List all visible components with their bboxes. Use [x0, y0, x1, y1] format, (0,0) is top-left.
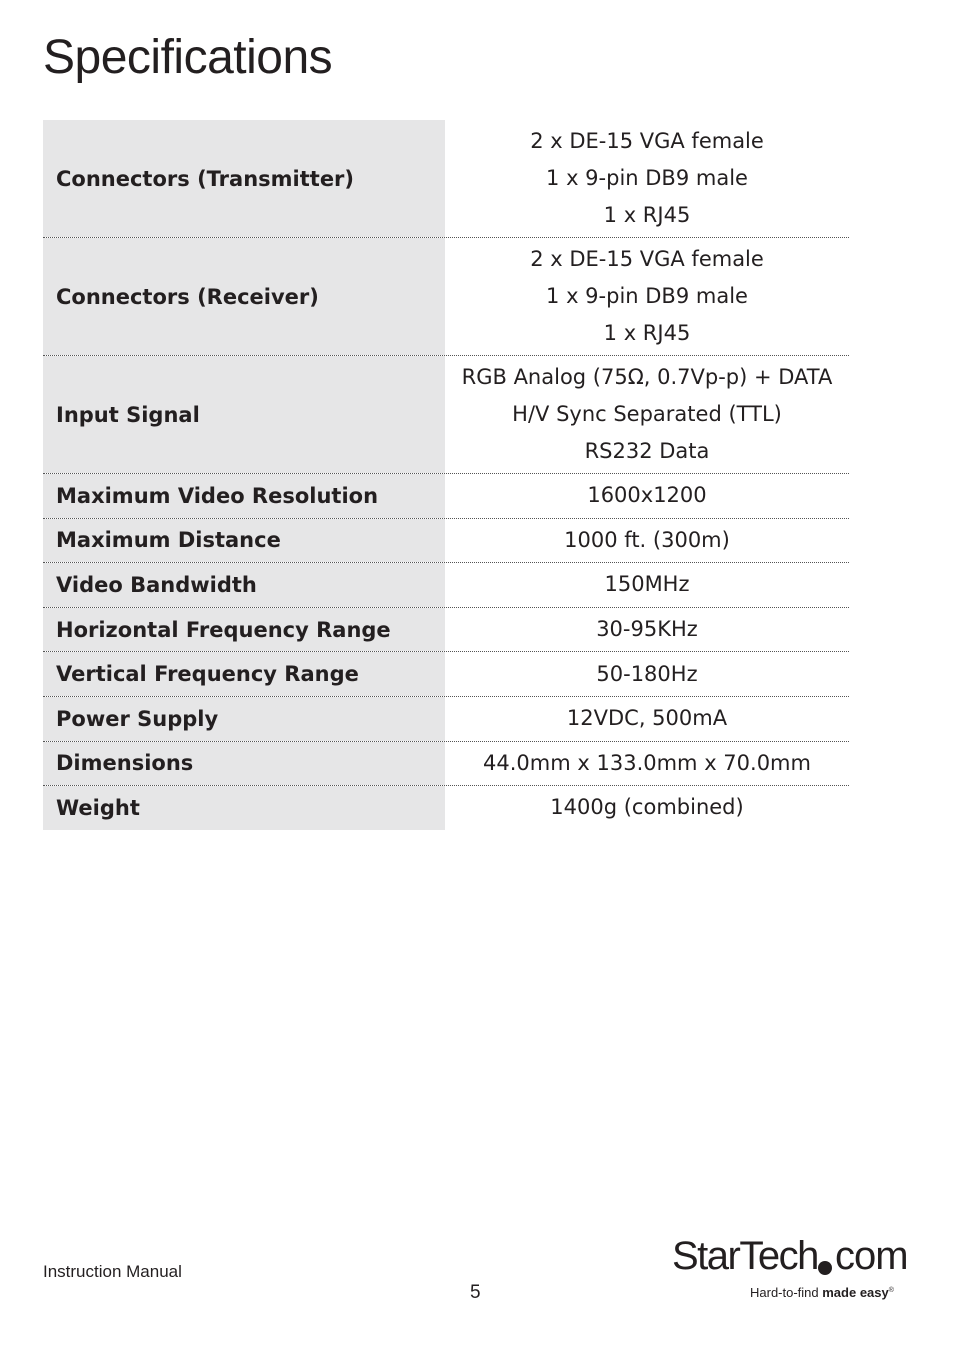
spec-value-line: 1400g (combined)	[550, 795, 744, 820]
footer-label: Instruction Manual	[43, 1262, 182, 1281]
spec-label: Connectors (Receiver)	[43, 238, 445, 355]
spec-label: Maximum Distance	[43, 519, 445, 563]
table-row	[43, 238, 849, 356]
spec-label: Power Supply	[43, 697, 445, 741]
spec-label: Horizontal Frequency Range	[43, 608, 445, 652]
startech-logo	[672, 1228, 912, 1308]
table-row	[43, 120, 849, 238]
spec-value-line: 1 x 9-pin DB9 male	[546, 284, 748, 308]
spec-label: Dimensions	[43, 742, 445, 786]
spec-value	[445, 652, 849, 696]
logo-dot-icon	[818, 1261, 832, 1275]
spec-value-line: 150MHz	[604, 572, 690, 597]
spec-value	[445, 519, 849, 563]
spec-label: Maximum Video Resolution	[43, 474, 445, 518]
spec-value	[445, 742, 849, 786]
page-title: Specifications	[43, 31, 333, 84]
spec-value-line: 1 x RJ45	[603, 203, 691, 227]
spec-value-line: 1600x1200	[587, 483, 707, 508]
spec-label: Vertical Frequency Range	[43, 652, 445, 696]
spec-value-line: 30-95KHz	[596, 617, 698, 642]
table-row	[43, 697, 849, 742]
logo-brand-text: StarTech	[672, 1234, 818, 1278]
spec-value	[445, 120, 849, 237]
spec-value-line: H/V Sync Separated (TTL)	[512, 402, 782, 426]
table-row	[43, 786, 849, 830]
logo-tagline: Hard-to-find made easy®	[750, 1285, 894, 1300]
spec-value	[445, 786, 849, 830]
spec-value	[445, 563, 849, 607]
spec-value-line: 1 x 9-pin DB9 male	[546, 166, 748, 190]
spec-value-line: 50-180Hz	[596, 661, 698, 686]
spec-value	[445, 608, 849, 652]
table-row	[43, 356, 849, 474]
spec-value-line: 1 x RJ45	[603, 321, 691, 345]
logo-domain-text: com	[835, 1234, 908, 1278]
spec-label: Video Bandwidth	[43, 563, 445, 607]
spec-value-line: RGB Analog (75Ω, 0.7Vp-p) + DATA	[461, 365, 833, 389]
spec-label: Weight	[43, 786, 445, 830]
table-row	[43, 474, 849, 519]
spec-value-line: 2 x DE-15 VGA female	[530, 247, 764, 271]
spec-label: Input Signal	[43, 356, 445, 473]
specifications-table	[43, 120, 849, 830]
page-number: 5	[470, 1282, 481, 1303]
spec-value	[445, 474, 849, 518]
spec-value-line: RS232 Data	[584, 439, 710, 463]
spec-value-line: 12VDC, 500mA	[566, 706, 728, 731]
spec-value-line: 2 x DE-15 VGA female	[530, 129, 764, 153]
spec-value	[445, 356, 849, 473]
table-row	[43, 608, 849, 653]
spec-value	[445, 238, 849, 355]
table-row	[43, 563, 849, 608]
spec-label: Connectors (Transmitter)	[43, 120, 445, 237]
table-row	[43, 652, 849, 697]
table-row	[43, 742, 849, 787]
spec-value-line: 1000 ft. (300m)	[564, 527, 730, 552]
table-row	[43, 519, 849, 564]
spec-value	[445, 697, 849, 741]
spec-value-line: 44.0mm x 133.0mm x 70.0mm	[483, 750, 811, 775]
